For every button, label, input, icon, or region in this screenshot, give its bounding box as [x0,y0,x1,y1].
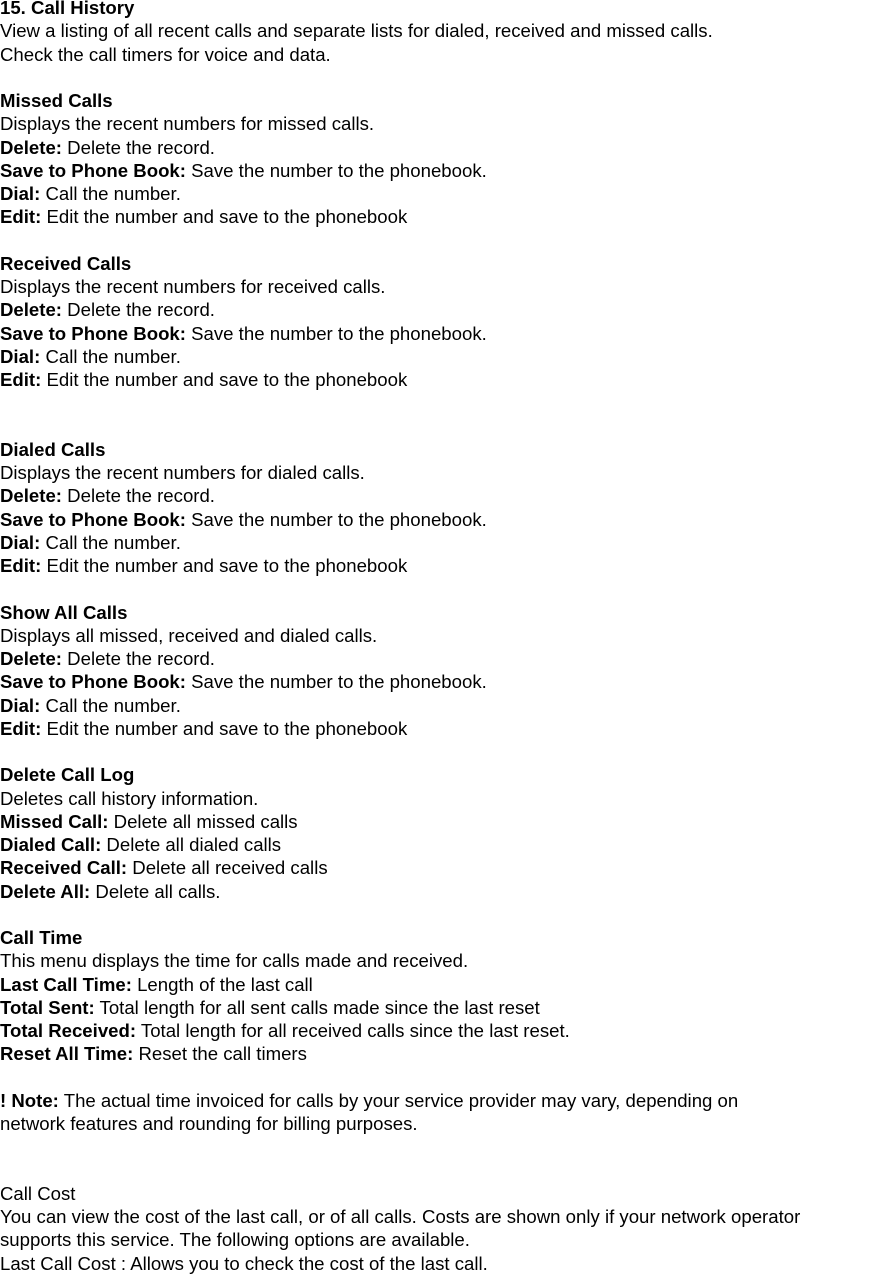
definition-item [0,345,874,368]
definition-item [0,833,874,856]
definition-item [0,205,874,228]
intro-line: Check the call timers for voice and data. [0,43,331,65]
intro-line: View a listing of all recent calls and separate lists for dialed, received and missed calls. [0,20,713,42]
definition-item [0,880,874,903]
definition-item [0,647,874,670]
definition-text: Total length for all received calls since the last reset. [136,1020,570,1041]
definition-term: Save to Phone Book: [0,508,186,530]
page-title: 15. Call History [0,0,135,18]
definition-item [0,508,874,531]
definition-item [0,670,874,693]
definition-text: Delete all received calls [127,857,328,879]
definition-text: Delete the record. [62,299,215,321]
definition-term: Edit: [0,717,42,739]
definition-term: Dial: [0,694,41,716]
section-call-cost [0,1182,874,1275]
section-description: Displays the recent numbers for missed calls. [0,113,375,135]
definition-text: Save the number to the phonebook. [185,508,487,530]
note-block [0,1089,874,1136]
section-missed-calls [0,89,874,229]
definition-text: Reset the call timers [133,1043,307,1065]
definition-text: Call the number. [40,183,181,204]
definition-item [0,810,874,833]
definition-term: Save to Phone Book: [0,159,186,181]
section-delete-call-log [0,763,874,903]
definition-text: Delete all calls. [90,880,221,902]
definition-text: Save the number to the phonebook. [185,322,487,344]
definition-text: Edit the number and save to the phonebook [41,369,408,390]
section-description: This menu displays the time for calls made and received. [0,950,469,972]
section-heading: Call Time [0,927,83,948]
definition-item [0,996,874,1019]
definition-item [0,856,874,879]
definition-term: Dial: [0,183,41,204]
definition-term: Edit: [0,555,42,576]
definition-term: Delete: [0,648,63,669]
definition-text: Edit the number and save to the phonebook [41,717,408,739]
note-text: network features and rounding for billing purposes. [0,1113,418,1134]
definition-text: Call the number. [40,531,181,553]
paragraph-line: Last Call Cost : Allows you to check the cost of the last call. [0,1252,488,1274]
definition-text: Edit the number and save to the phonebook [41,206,408,228]
note-label: ! Note: [0,1089,59,1111]
section-heading: Received Calls [0,252,132,274]
section-call-time [0,926,874,1066]
section-heading: Call Cost [0,1182,76,1204]
section-description: Displays all missed, received and dialed calls. [0,624,378,646]
definition-term: Edit: [0,369,42,390]
definition-item [0,484,874,507]
definition-item [0,298,874,321]
paragraph-line: supports this service. The following options are available. [0,1229,470,1251]
section-heading: Dialed Calls [0,438,106,460]
definition-term: Total Sent: [0,996,95,1018]
definition-text: Total length for all sent calls made since the last reset [94,996,540,1018]
definition-text: Delete all missed calls [108,810,298,832]
definition-term: Dial: [0,345,41,367]
section-heading: Delete Call Log [0,764,135,786]
note-text: The actual time invoiced for calls by your service provider may vary, depending on [58,1089,739,1111]
section-show-all-calls [0,601,874,741]
definition-term: Delete All: [0,880,91,902]
definition-term: Save to Phone Book: [0,322,186,344]
definition-item [0,1019,874,1042]
definition-term: Save to Phone Book: [0,671,186,693]
definition-item [0,717,874,740]
section-received-calls [0,252,874,392]
definition-term: Delete: [0,485,63,507]
definition-text: Delete the record. [62,648,215,669]
section-heading: Show All Calls [0,601,128,623]
definition-term: Delete: [0,299,63,321]
definition-text: Call the number. [40,345,181,367]
definition-text: Save the number to the phonebook. [185,159,487,181]
definition-item [0,694,874,717]
definition-item [0,1042,874,1065]
definition-item [0,182,874,205]
definition-item [0,368,874,391]
definition-text: Delete the record. [62,485,215,507]
section-description: Deletes call history information. [0,787,259,809]
section-description: Displays the recent numbers for dialed calls. [0,462,365,483]
definition-item [0,322,874,345]
section-dialed-calls [0,438,874,578]
definition-item [0,531,874,554]
definition-term: Received Call: [0,857,128,879]
definition-term: Last Call Time: [0,973,132,995]
definition-text: Edit the number and save to the phonebook [41,555,408,576]
definition-text: Delete the record. [62,136,215,158]
definition-term: Missed Call: [0,810,109,832]
paragraph-line: You can view the cost of the last call, or of all calls. Costs are shown only if your network operator [0,1206,801,1227]
definition-text: Length of the last call [131,973,313,995]
definition-term: Edit: [0,206,42,228]
definition-item [0,136,874,159]
section-description: Displays the recent numbers for received calls. [0,276,386,297]
definition-text: Delete all dialed calls [101,834,282,855]
definition-item [0,973,874,996]
definition-item [0,159,874,182]
definition-term: Delete: [0,136,63,158]
definition-term: Dialed Call: [0,834,102,855]
definition-term: Reset All Time: [0,1043,134,1065]
definition-term: Total Received: [0,1020,137,1041]
definition-text: Call the number. [40,694,181,716]
definition-text: Save the number to the phonebook. [185,671,487,693]
definition-item [0,554,874,577]
definition-term: Dial: [0,531,41,553]
section-heading: Missed Calls [0,90,113,111]
